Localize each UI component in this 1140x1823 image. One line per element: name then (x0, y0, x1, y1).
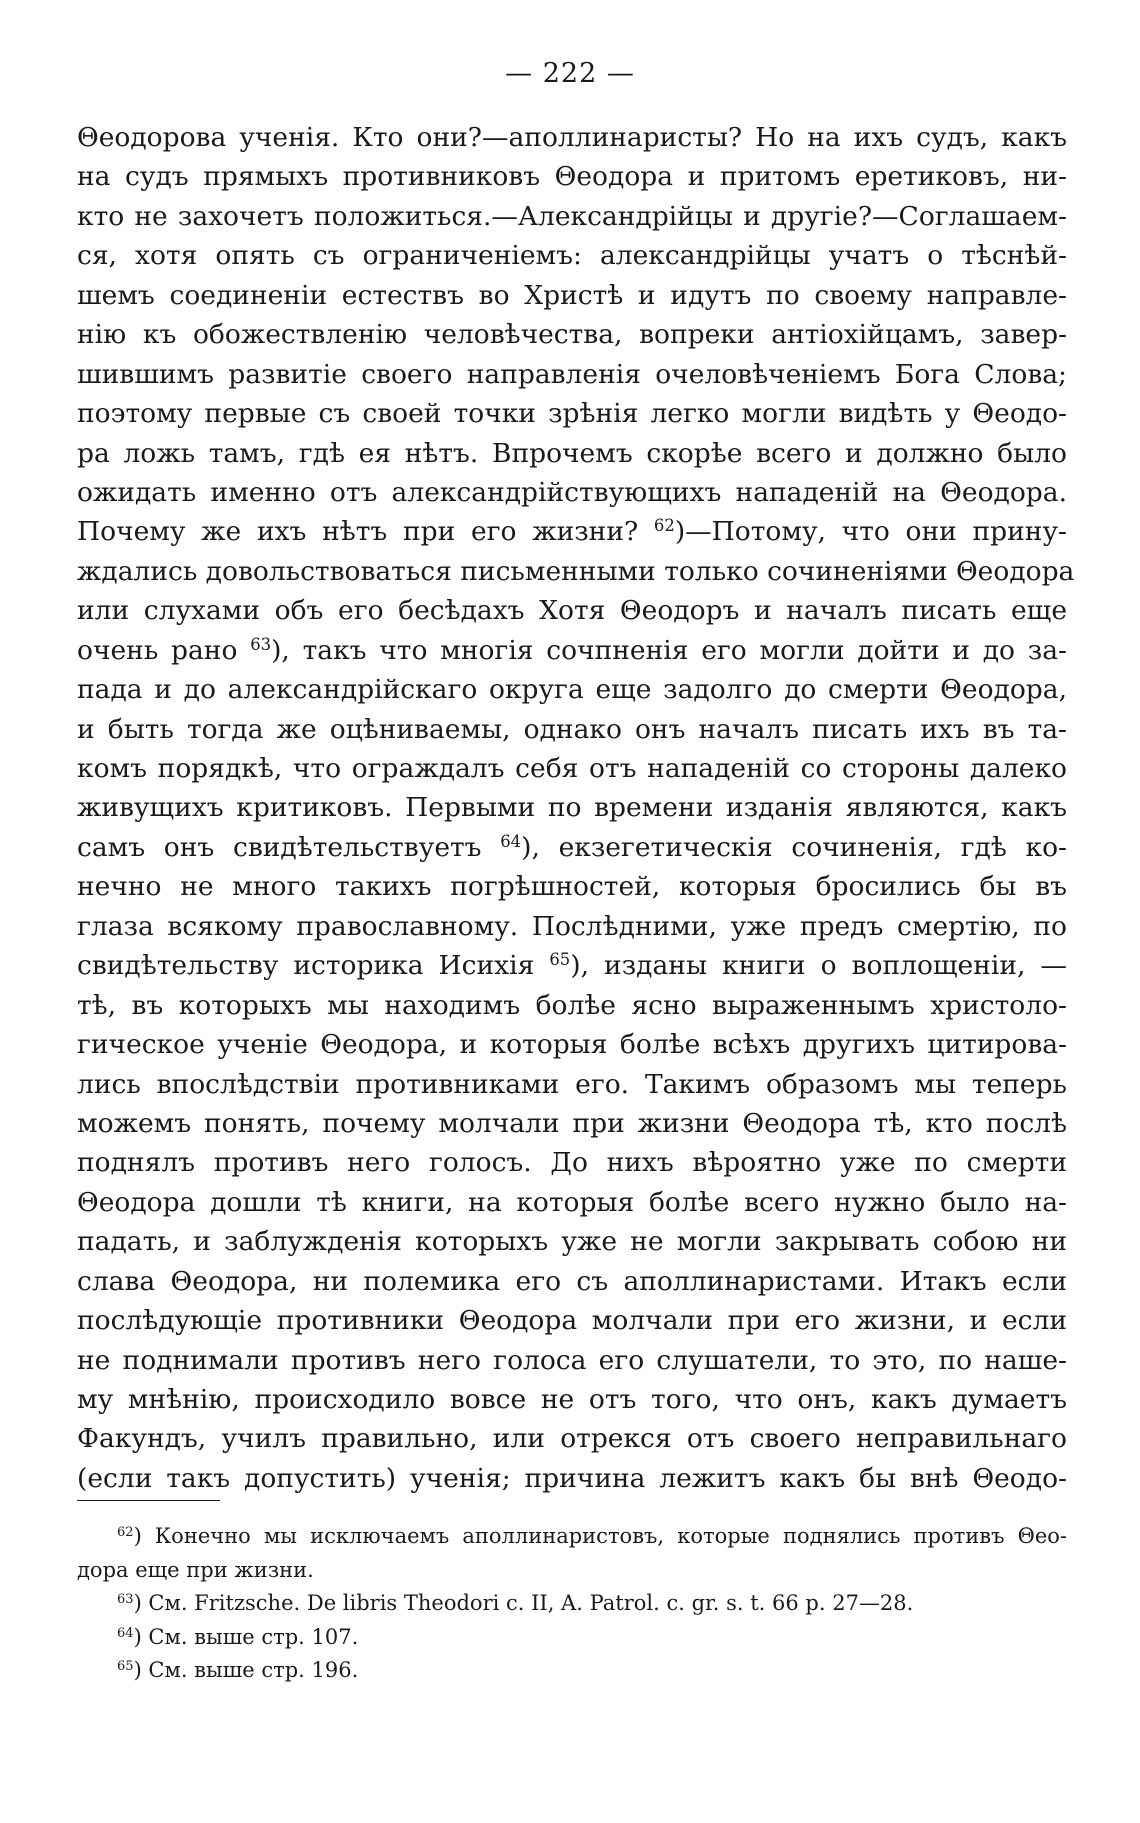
text-line: поэтому первые съ своей точки зрѣнія легко могли видѣть у Θеодо- (77, 398, 1067, 430)
footnote-reference: 62 (653, 516, 675, 536)
text-line: гическое ученіе Θеодора, и которыя болѣе всѣхъ другихъ цитирова- (77, 1029, 1067, 1061)
text-line: не поднимали противъ него голоса его слушатели, то это, по наше- (77, 1344, 1067, 1376)
text-line: нію къ обожествленію человѣчества, вопреки антіохійцамъ, завер- (77, 319, 1067, 351)
footnote-text: ) См. выше стр. 107. (133, 1624, 359, 1649)
text-line: ся, хотя опять съ ограниченіемъ: александрійцы учатъ о тѣснѣй- (77, 240, 1067, 272)
text-line: и быть тогда же оцѣниваемы, однако онъ началъ писать ихъ въ та- (77, 713, 1067, 745)
text-segment: очень рано (77, 634, 251, 666)
text-line: комъ порядкѣ, что ограждалъ себя отъ нападеній со стороны далеко (77, 753, 1067, 784)
text-segment: ), изданы книги о воплощеніи, — (570, 950, 1067, 982)
footnote-text: ) См. выше стр. 196. (133, 1658, 359, 1682)
text-line: Факундъ, училъ правильно, или отрекся отъ своего неправильнаго (77, 1423, 1067, 1455)
footnote (77, 1654, 1067, 1688)
page-number: — 222 — (505, 58, 635, 89)
text-line (77, 631, 1067, 670)
footnote-separator (77, 1500, 220, 1501)
text-line: падать, и заблужденія которыхъ уже не могли закрывать собою ни (77, 1226, 1067, 1258)
text-line: ждались довольствоваться письменными только сочиненіями Θеодора (77, 555, 1075, 587)
text-line: Θеодора дошли тѣ книги, на которыя болѣе всего нужно было на- (77, 1186, 1067, 1218)
text-segment: Почему же ихъ нѣтъ при его жизни? (77, 516, 654, 548)
text-line: шемъ соединеніи естествъ во Христѣ и идутъ по своему направле- (77, 279, 1067, 311)
footnote (77, 1520, 1067, 1554)
footnote-continuation: дора еще при жизни. (77, 1557, 314, 1582)
footnotes (77, 1520, 1067, 1688)
text-line: (если такъ допустить) ученія; причина лежитъ какъ бы внѣ Θеодо- (77, 1462, 1067, 1494)
text-line: нечно не много такихъ погрѣшностей, которыя бросились бы въ (77, 871, 1067, 903)
text-line (77, 946, 1067, 985)
text-line: слава Θеодора, ни полемика его съ аполлинаристами. Итакъ если (77, 1265, 1067, 1297)
text-line: Θеодорова ученія. Кто они?—аполлинаристы? Но на ихъ судъ, какъ (77, 122, 1067, 153)
text-line (77, 828, 1067, 867)
text-segment: ), такъ что многія сочпненія его могли дойти и до за- (271, 634, 1067, 666)
text-line: му мнѣнію, происходило вовсе не отъ того, что онъ, какъ думаетъ (77, 1384, 1067, 1415)
footnote-text: ) Конечно мы исключаемъ аполлинаристовъ, которые поднялись противъ Θео- (133, 1524, 1067, 1548)
text-segment: ), екзегетическія сочиненія, гдѣ ко- (521, 831, 1068, 863)
text-line: поднялъ противъ него голосъ. До нихъ вѣроятно уже по смерти (77, 1147, 1067, 1179)
text-segment: )—Потому, что они прину- (674, 516, 1067, 548)
text-line: живущихъ критиковъ. Первыми по времени изданія являются, какъ (77, 792, 1067, 824)
footnote-reference: 64 (500, 831, 522, 851)
text-segment: свидѣтельству историка Исихія (77, 950, 550, 982)
text-line: тѣ, въ которыхъ мы находимъ болѣе ясно выраженнымъ христоло- (77, 989, 1067, 1021)
text-line: на судъ прямыхъ противниковъ Θеодора и притомъ еретиковъ, ни- (77, 161, 1067, 193)
text-line: ра ложь тамъ, гдѣ ея нѣтъ. Впрочемъ скорѣе всего и должно было (77, 437, 1067, 469)
footnote-reference: 63 (250, 634, 272, 654)
text-line (77, 512, 1067, 551)
text-line: послѣдующіе противники Θеодора молчали при его жизни, и если (77, 1305, 1067, 1337)
text-line: лись впослѣдствіи противниками его. Такимъ образомъ мы теперь (77, 1068, 1067, 1100)
text-line: глаза всякому православному. Послѣдними, уже предъ смертію, по (77, 910, 1067, 942)
footnote-mark: 65 (117, 1658, 134, 1674)
footnote-text: ) См. Fritzsche. De libris Theodori c. II, A. Patrol. c. gr. s. t. 66 p. 27—28. (133, 1591, 914, 1615)
text-line: можемъ понять, почему молчали при жизни Θеодора тѣ, кто послѣ (77, 1107, 1067, 1139)
footnote-mark: 64 (117, 1625, 134, 1641)
text-line: ожидать именно отъ александрійствующихъ нападеній на Θеодора. (77, 476, 1067, 508)
footnote (77, 1621, 1067, 1655)
text-segment: самъ онъ свидѣтельствуетъ (77, 831, 501, 863)
text-line: пада и до александрійскаго округа еще задолго до смерти Θеодора, (77, 674, 1067, 706)
footnote-reference: 65 (549, 950, 571, 970)
footnote (77, 1587, 1067, 1621)
footnote-mark: 63 (117, 1591, 134, 1607)
text-line: кто не захочетъ положиться.—Александрійцы и другіе?—Соглашаем- (77, 200, 1067, 232)
footnote-mark: 62 (117, 1524, 134, 1540)
body-text (77, 118, 1075, 1498)
text-line: шившимъ развитіе своего направленія очеловѣченіемъ Бога Слова; (77, 358, 1067, 390)
text-line: или слухами объ его бесѣдахъ Хотя Θеодоръ и началъ писать еще (77, 595, 1067, 627)
